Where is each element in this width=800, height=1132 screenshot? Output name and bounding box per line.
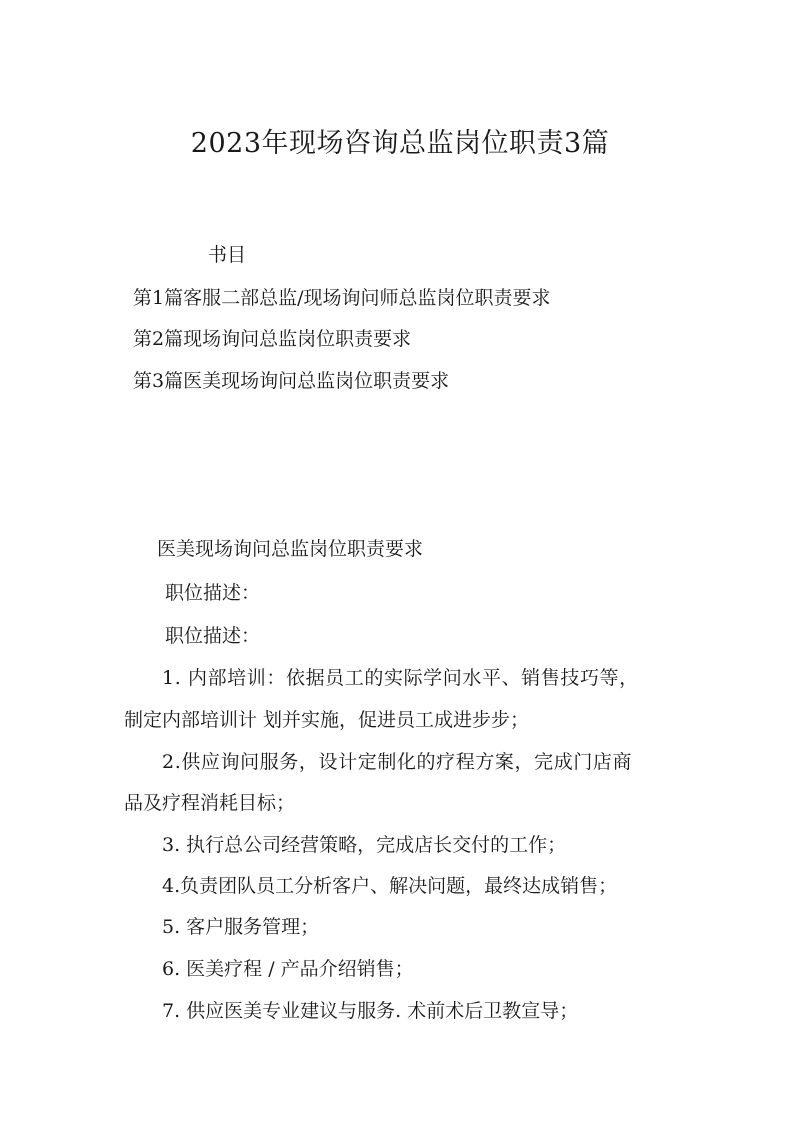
document-title: 2023年现场咨询总监岗位职责3篇 bbox=[190, 128, 610, 159]
toc-item: 第3篇医美现场询问总监岗位职责要求 bbox=[133, 370, 450, 392]
toc-item: 第1篇客服二部总监/现场询问师总监岗位职责要求 bbox=[133, 287, 551, 309]
duty-item-continuation: 品及疗程消耗目标； bbox=[124, 792, 296, 814]
duty-item: 2.供应询问服务，设计定制化的疗程方案，完成门店商 bbox=[162, 751, 633, 773]
duty-item: 1. 内部培训：依据员工的实际学问水平、销售技巧等， bbox=[162, 667, 639, 689]
job-description-label: 职位描述： bbox=[165, 582, 261, 604]
duty-item: 4.负责团队员工分析客户、解决问题，最终达成销售； bbox=[162, 875, 618, 897]
duty-item: 3. 执行总公司经营策略，完成店长交付的工作； bbox=[162, 834, 567, 856]
duty-item-continuation: 制定内部培训计 划并实施，促进员工成进步步； bbox=[124, 709, 530, 731]
job-description-label: 职位描述： bbox=[165, 625, 261, 647]
section-title: 医美现场询问总监岗位职责要求 bbox=[157, 538, 424, 560]
duty-item: 5. 客户服务管理； bbox=[162, 916, 320, 938]
toc-heading: 书目 bbox=[208, 244, 247, 266]
duty-item: 6. 医美疗程 / 产品介绍销售； bbox=[162, 958, 414, 980]
toc-item: 第2篇现场询问总监岗位职责要求 bbox=[133, 328, 412, 350]
duty-item: 7. 供应医美专业建议与服务. 术前术后卫教宣导； bbox=[162, 1000, 579, 1022]
